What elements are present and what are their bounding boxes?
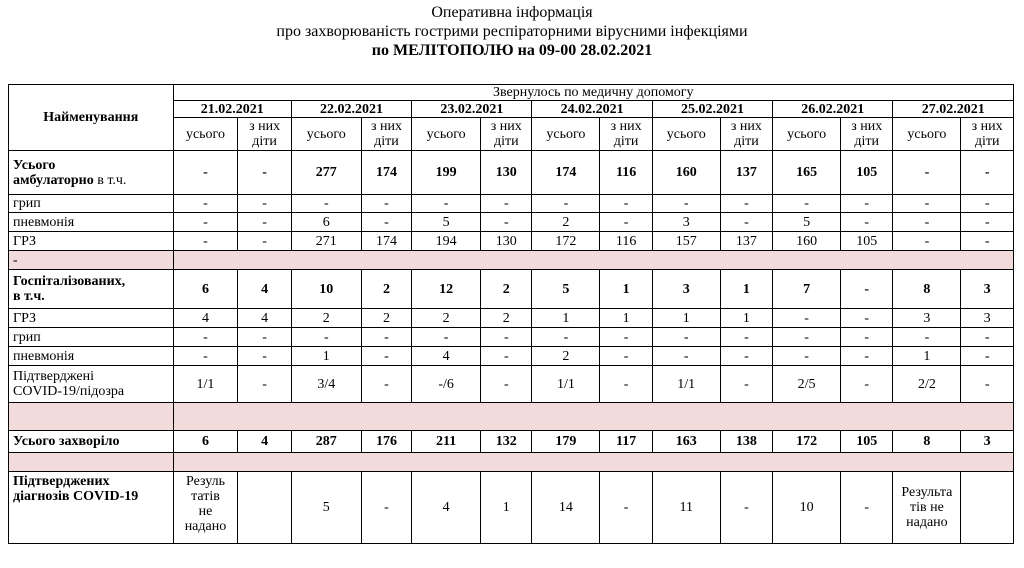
value-cell: 174 (532, 151, 600, 195)
value-cell: 1 (600, 309, 652, 328)
value-cell: 10 (773, 472, 841, 544)
date-header: 24.02.2021 (532, 101, 652, 118)
value-cell: -/6 (412, 366, 481, 403)
value-cell: - (481, 213, 532, 232)
value-cell: - (238, 195, 291, 213)
value-cell: 163 (652, 431, 720, 453)
value-cell: - (961, 347, 1014, 366)
value-cell: - (481, 347, 532, 366)
value-cell: - (652, 328, 720, 347)
value-cell: 176 (361, 431, 411, 453)
morbidity-table (8, 84, 1014, 544)
value-cell: - (773, 347, 841, 366)
value-cell: 2/5 (773, 366, 841, 403)
value-cell: - (841, 366, 893, 403)
value-cell: 271 (291, 232, 361, 251)
value-cell: - (412, 328, 481, 347)
value-cell: - (773, 195, 841, 213)
value-cell: 8 (893, 270, 961, 309)
value-cell: 1 (532, 309, 600, 328)
total-subheader: усього (773, 118, 841, 151)
value-cell: 6 (291, 213, 361, 232)
value-cell: 2 (532, 347, 600, 366)
value-cell: - (173, 328, 238, 347)
value-cell: 3/4 (291, 366, 361, 403)
value-cell: - (600, 366, 652, 403)
empty-cell (173, 453, 1013, 472)
table-row (9, 366, 1014, 403)
value-cell: 172 (773, 431, 841, 453)
empty-cell (9, 403, 174, 431)
value-cell: - (600, 347, 652, 366)
value-cell: 3 (893, 309, 961, 328)
value-cell: - (600, 328, 652, 347)
value-cell: 4 (238, 431, 291, 453)
total-subheader: усього (173, 118, 238, 151)
report-subtitle: про захворюваність гострими респіраторними вірусними інфекціями (276, 23, 748, 40)
value-cell: - (652, 195, 720, 213)
value-cell: 157 (652, 232, 720, 251)
value-cell: - (238, 347, 291, 366)
value-cell: 6 (173, 431, 238, 453)
row-label: Усього захворіло (9, 431, 174, 453)
table-row (9, 232, 1014, 251)
value-cell: - (173, 347, 238, 366)
value-cell: - (173, 232, 238, 251)
total-subheader: усього (532, 118, 600, 151)
separator-row (9, 403, 1014, 431)
value-cell: 179 (532, 431, 600, 453)
separator-row (9, 251, 1014, 270)
value-cell: 10 (291, 270, 361, 309)
value-cell: 2 (481, 309, 532, 328)
value-cell: - (361, 347, 411, 366)
value-cell: 1 (600, 270, 652, 309)
value-cell: 211 (412, 431, 481, 453)
date-header: 25.02.2021 (652, 101, 772, 118)
total-subheader: усього (893, 118, 961, 151)
value-cell: - (238, 151, 291, 195)
value-cell: 287 (291, 431, 361, 453)
total-subheader: усього (291, 118, 361, 151)
value-cell: - (841, 328, 893, 347)
value-cell: 8 (893, 431, 961, 453)
kids-subheader: з них діти (481, 118, 532, 151)
row-label: - (9, 251, 174, 270)
value-cell: 2 (361, 309, 411, 328)
value-cell: - (600, 472, 652, 544)
value-cell: - (361, 195, 411, 213)
group-header: Звернулось по медичну допомогу (173, 85, 1013, 101)
value-cell: 2 (532, 213, 600, 232)
value-cell: 130 (481, 232, 532, 251)
value-cell: 199 (412, 151, 481, 195)
value-cell: - (961, 213, 1014, 232)
value-cell: 3 (652, 213, 720, 232)
value-cell: 2/2 (893, 366, 961, 403)
value-cell: 105 (841, 232, 893, 251)
kids-subheader: з них діти (238, 118, 291, 151)
empty-cell (961, 472, 1014, 544)
kids-subheader: з них діти (600, 118, 652, 151)
value-cell: - (720, 472, 772, 544)
value-cell: 5 (532, 270, 600, 309)
value-cell: 1 (481, 472, 532, 544)
empty-cell (173, 403, 1013, 431)
value-cell: 7 (773, 270, 841, 309)
table-row (9, 431, 1014, 453)
value-cell: 172 (532, 232, 600, 251)
value-cell: 1 (291, 347, 361, 366)
value-cell: 194 (412, 232, 481, 251)
row-label: пневмонія (9, 347, 174, 366)
value-cell: - (481, 328, 532, 347)
value-cell: - (361, 328, 411, 347)
table-row (9, 347, 1014, 366)
value-cell: 5 (291, 472, 361, 544)
value-cell: 174 (361, 232, 411, 251)
value-cell: - (173, 213, 238, 232)
date-header: 27.02.2021 (893, 101, 1014, 118)
value-cell: 4 (238, 309, 291, 328)
value-cell: - (238, 328, 291, 347)
value-cell: - (532, 195, 600, 213)
kids-subheader: з них діти (841, 118, 893, 151)
value-cell: 5 (773, 213, 841, 232)
value-cell: 4 (412, 472, 481, 544)
value-cell: - (238, 232, 291, 251)
row-label: Усього амбулаторно в т.ч. (9, 151, 174, 195)
value-cell: - (600, 213, 652, 232)
value-cell: 4 (412, 347, 481, 366)
date-header: 23.02.2021 (412, 101, 532, 118)
value-cell: - (291, 328, 361, 347)
value-cell: - (841, 195, 893, 213)
no-results-note: Результа тів не надано (893, 472, 961, 544)
value-cell: 5 (412, 213, 481, 232)
table-row (9, 328, 1014, 347)
value-cell: 165 (773, 151, 841, 195)
value-cell: - (173, 195, 238, 213)
value-cell: - (720, 347, 772, 366)
value-cell: - (961, 151, 1014, 195)
value-cell: - (481, 195, 532, 213)
kids-subheader: з них діти (720, 118, 772, 151)
value-cell: - (961, 195, 1014, 213)
date-header: 21.02.2021 (173, 101, 291, 118)
value-cell: 3 (961, 431, 1014, 453)
value-cell: - (893, 151, 961, 195)
value-cell: - (600, 195, 652, 213)
value-cell: 3 (961, 309, 1014, 328)
value-cell: - (773, 309, 841, 328)
value-cell: 11 (652, 472, 720, 544)
value-cell: 137 (720, 232, 772, 251)
kids-subheader: з них діти (961, 118, 1014, 151)
value-cell: 2 (361, 270, 411, 309)
table-row (9, 195, 1014, 213)
row-label: грип (9, 195, 174, 213)
total-subheader: усього (652, 118, 720, 151)
value-cell: 2 (412, 309, 481, 328)
value-cell: 105 (841, 151, 893, 195)
value-cell: - (720, 328, 772, 347)
date-header: 26.02.2021 (773, 101, 893, 118)
value-cell: 1 (720, 270, 772, 309)
value-cell: - (841, 472, 893, 544)
value-cell: 130 (481, 151, 532, 195)
value-cell: - (893, 213, 961, 232)
value-cell: - (361, 213, 411, 232)
value-cell: 6 (173, 270, 238, 309)
value-cell: - (841, 309, 893, 328)
value-cell: 116 (600, 151, 652, 195)
value-cell: - (532, 328, 600, 347)
value-cell: 137 (720, 151, 772, 195)
value-cell: 1/1 (173, 366, 238, 403)
report-location-date: по МЕЛІТОПОЛЮ на 09-00 28.02.2021 (371, 42, 653, 59)
value-cell: 105 (841, 431, 893, 453)
value-cell: - (893, 232, 961, 251)
value-cell: 132 (481, 431, 532, 453)
table-row (9, 151, 1014, 195)
table-row (9, 270, 1014, 309)
value-cell: - (961, 232, 1014, 251)
value-cell: 277 (291, 151, 361, 195)
value-cell: - (841, 270, 893, 309)
empty-cell (9, 453, 174, 472)
value-cell: - (841, 213, 893, 232)
value-cell: - (238, 366, 291, 403)
value-cell: - (893, 328, 961, 347)
value-cell: - (841, 347, 893, 366)
value-cell: - (720, 195, 772, 213)
kids-subheader: з них діти (361, 118, 411, 151)
value-cell: - (961, 328, 1014, 347)
value-cell: - (893, 195, 961, 213)
value-cell: 174 (361, 151, 411, 195)
value-cell: 14 (532, 472, 600, 544)
date-header: 22.02.2021 (291, 101, 411, 118)
value-cell: 12 (412, 270, 481, 309)
table-row (9, 213, 1014, 232)
value-cell: 2 (481, 270, 532, 309)
value-cell: 1/1 (652, 366, 720, 403)
total-subheader: усього (412, 118, 481, 151)
value-cell: 1 (893, 347, 961, 366)
value-cell: - (291, 195, 361, 213)
row-label: Госпіталізованих, в т.ч. (9, 270, 174, 309)
separator-row (9, 453, 1014, 472)
value-cell: 1 (652, 309, 720, 328)
value-cell: 117 (600, 431, 652, 453)
value-cell: 116 (600, 232, 652, 251)
value-cell: 2 (291, 309, 361, 328)
value-cell: - (961, 366, 1014, 403)
value-cell: 160 (652, 151, 720, 195)
value-cell: 3 (961, 270, 1014, 309)
value-cell: 3 (652, 270, 720, 309)
empty-cell (238, 472, 291, 544)
value-cell: 4 (238, 270, 291, 309)
value-cell: - (238, 213, 291, 232)
row-label: ГРЗ (9, 232, 174, 251)
row-label: Підтверджені COVID-19/підозра (9, 366, 174, 403)
value-cell: - (412, 195, 481, 213)
value-cell: 1 (720, 309, 772, 328)
value-cell: 138 (720, 431, 772, 453)
covid-confirmed-row (9, 472, 1014, 544)
value-cell: - (720, 366, 772, 403)
row-label: ГРЗ (9, 309, 174, 328)
name-column-header: Найменування (9, 85, 174, 151)
value-cell: 1/1 (532, 366, 600, 403)
value-cell: - (173, 151, 238, 195)
empty-cell (173, 251, 1013, 270)
value-cell: - (652, 347, 720, 366)
value-cell: 160 (773, 232, 841, 251)
row-label: пневмонія (9, 213, 174, 232)
row-label: грип (9, 328, 174, 347)
value-cell: - (361, 366, 411, 403)
value-cell: - (361, 472, 411, 544)
row-label: Підтверджених діагнозів COVID-19 (9, 472, 174, 544)
table-row (9, 309, 1014, 328)
value-cell: 4 (173, 309, 238, 328)
value-cell: - (720, 213, 772, 232)
value-cell: - (773, 328, 841, 347)
no-results-note: Резуль татів не надано (173, 472, 238, 544)
report-title: Оперативна інформація (431, 4, 593, 21)
value-cell: - (481, 366, 532, 403)
